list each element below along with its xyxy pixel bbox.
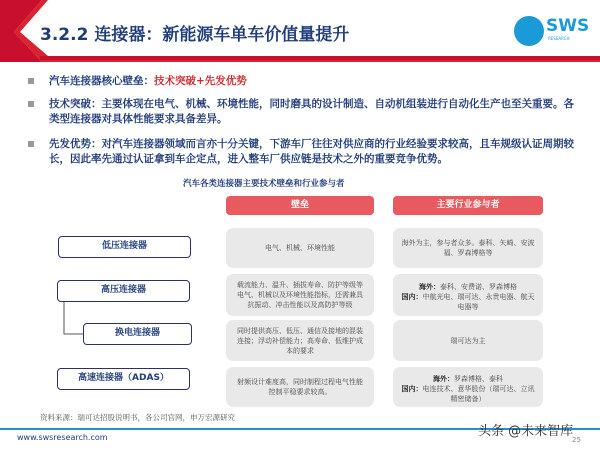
- players-cell: [393, 367, 543, 407]
- barrier-cell: 同时提供高压、低压、通信及接地的混装连接；浮动补偿能力；高寿命、低维护成本的要求: [226, 320, 374, 361]
- domestic-players: 电连技术、意华股份（瑞可达、立讯精密储备）: [422, 385, 535, 403]
- bullet-highlight: 技术突破+先发优势: [154, 75, 247, 87]
- domestic-players: 中航光电、瑞可达、永贵电器、航天电器等: [422, 293, 535, 311]
- row-type-battery-swap: 换电连接器: [83, 323, 192, 345]
- header-players: 主要行业参与者: [393, 196, 543, 215]
- players-cell: 瑞可达为主: [393, 320, 543, 361]
- page-title: 3.2.2 连接器：新能源车单车价值量提升: [40, 25, 350, 45]
- barrier-cell: 载流能力、温升、插拔寿命、防护等级等电气、机械以及环境性能指标，还需兼具抗振动、冲击性能以及高防护等级: [226, 274, 374, 316]
- row-type-high-speed: 高速连接器（ADAS）: [57, 368, 190, 390]
- overseas-label: 海外：: [419, 283, 440, 291]
- players-cell: [393, 274, 543, 316]
- header-barrier: 壁垒: [226, 196, 374, 215]
- footer-url[interactable]: www.swsresearch.com: [17, 433, 108, 442]
- watermark: 头条 @未来智库: [478, 424, 574, 439]
- logo-text: SWS: [546, 16, 590, 36]
- logo-subtext: RESEARCH: [548, 36, 570, 41]
- row-type-low-voltage: 低压连接器: [58, 236, 191, 258]
- barrier-cell: 射频设计难度高，同时制程过程电气性能控制平稳要求较高。: [226, 367, 374, 407]
- domestic-label: 国内：: [401, 293, 423, 301]
- domestic-label: 国内：: [401, 385, 423, 393]
- bullet-label: 汽车连接器核心壁垒：: [49, 75, 154, 87]
- page-number: 25: [572, 436, 581, 444]
- barrier-cell: 电气、机械、环境性能: [226, 228, 374, 268]
- players-cell: 海外为主，参与者众多。泰科、矢崎、安波福、罗森博格等: [393, 228, 543, 268]
- sws-logo-icon: [514, 16, 544, 46]
- bullet-text: 技术突破：主要体现在电气、机械、环境性能，同时磨具的设计制造、自动机组装进行自动化生产也至关重要。各类型连接器对具体性能要求具备差异。: [49, 98, 574, 125]
- table-title: 汽车各类连接器主要技术壁垒和行业参与者: [183, 179, 345, 189]
- overseas-label: 海外：: [433, 375, 454, 383]
- overseas-players: 泰科、安费诺、罗森博格: [440, 283, 517, 291]
- bullet-text: 先发优势：对汽车连接器领域而言亦十分关键，下游车厂往往对供应商的行业经验要求较高，且车规级认证周期较长，因此率先通过认证拿到车企定点，进入整车厂供应链是技术之外的重要竞争优势。: [49, 138, 574, 165]
- overseas-players: 罗森博格、泰科: [454, 375, 503, 383]
- source-note: 资料来源：瑞可达招股说明书，各公司官网，申万宏源研究: [40, 413, 235, 422]
- row-type-high-voltage: 高压连接器: [57, 280, 190, 302]
